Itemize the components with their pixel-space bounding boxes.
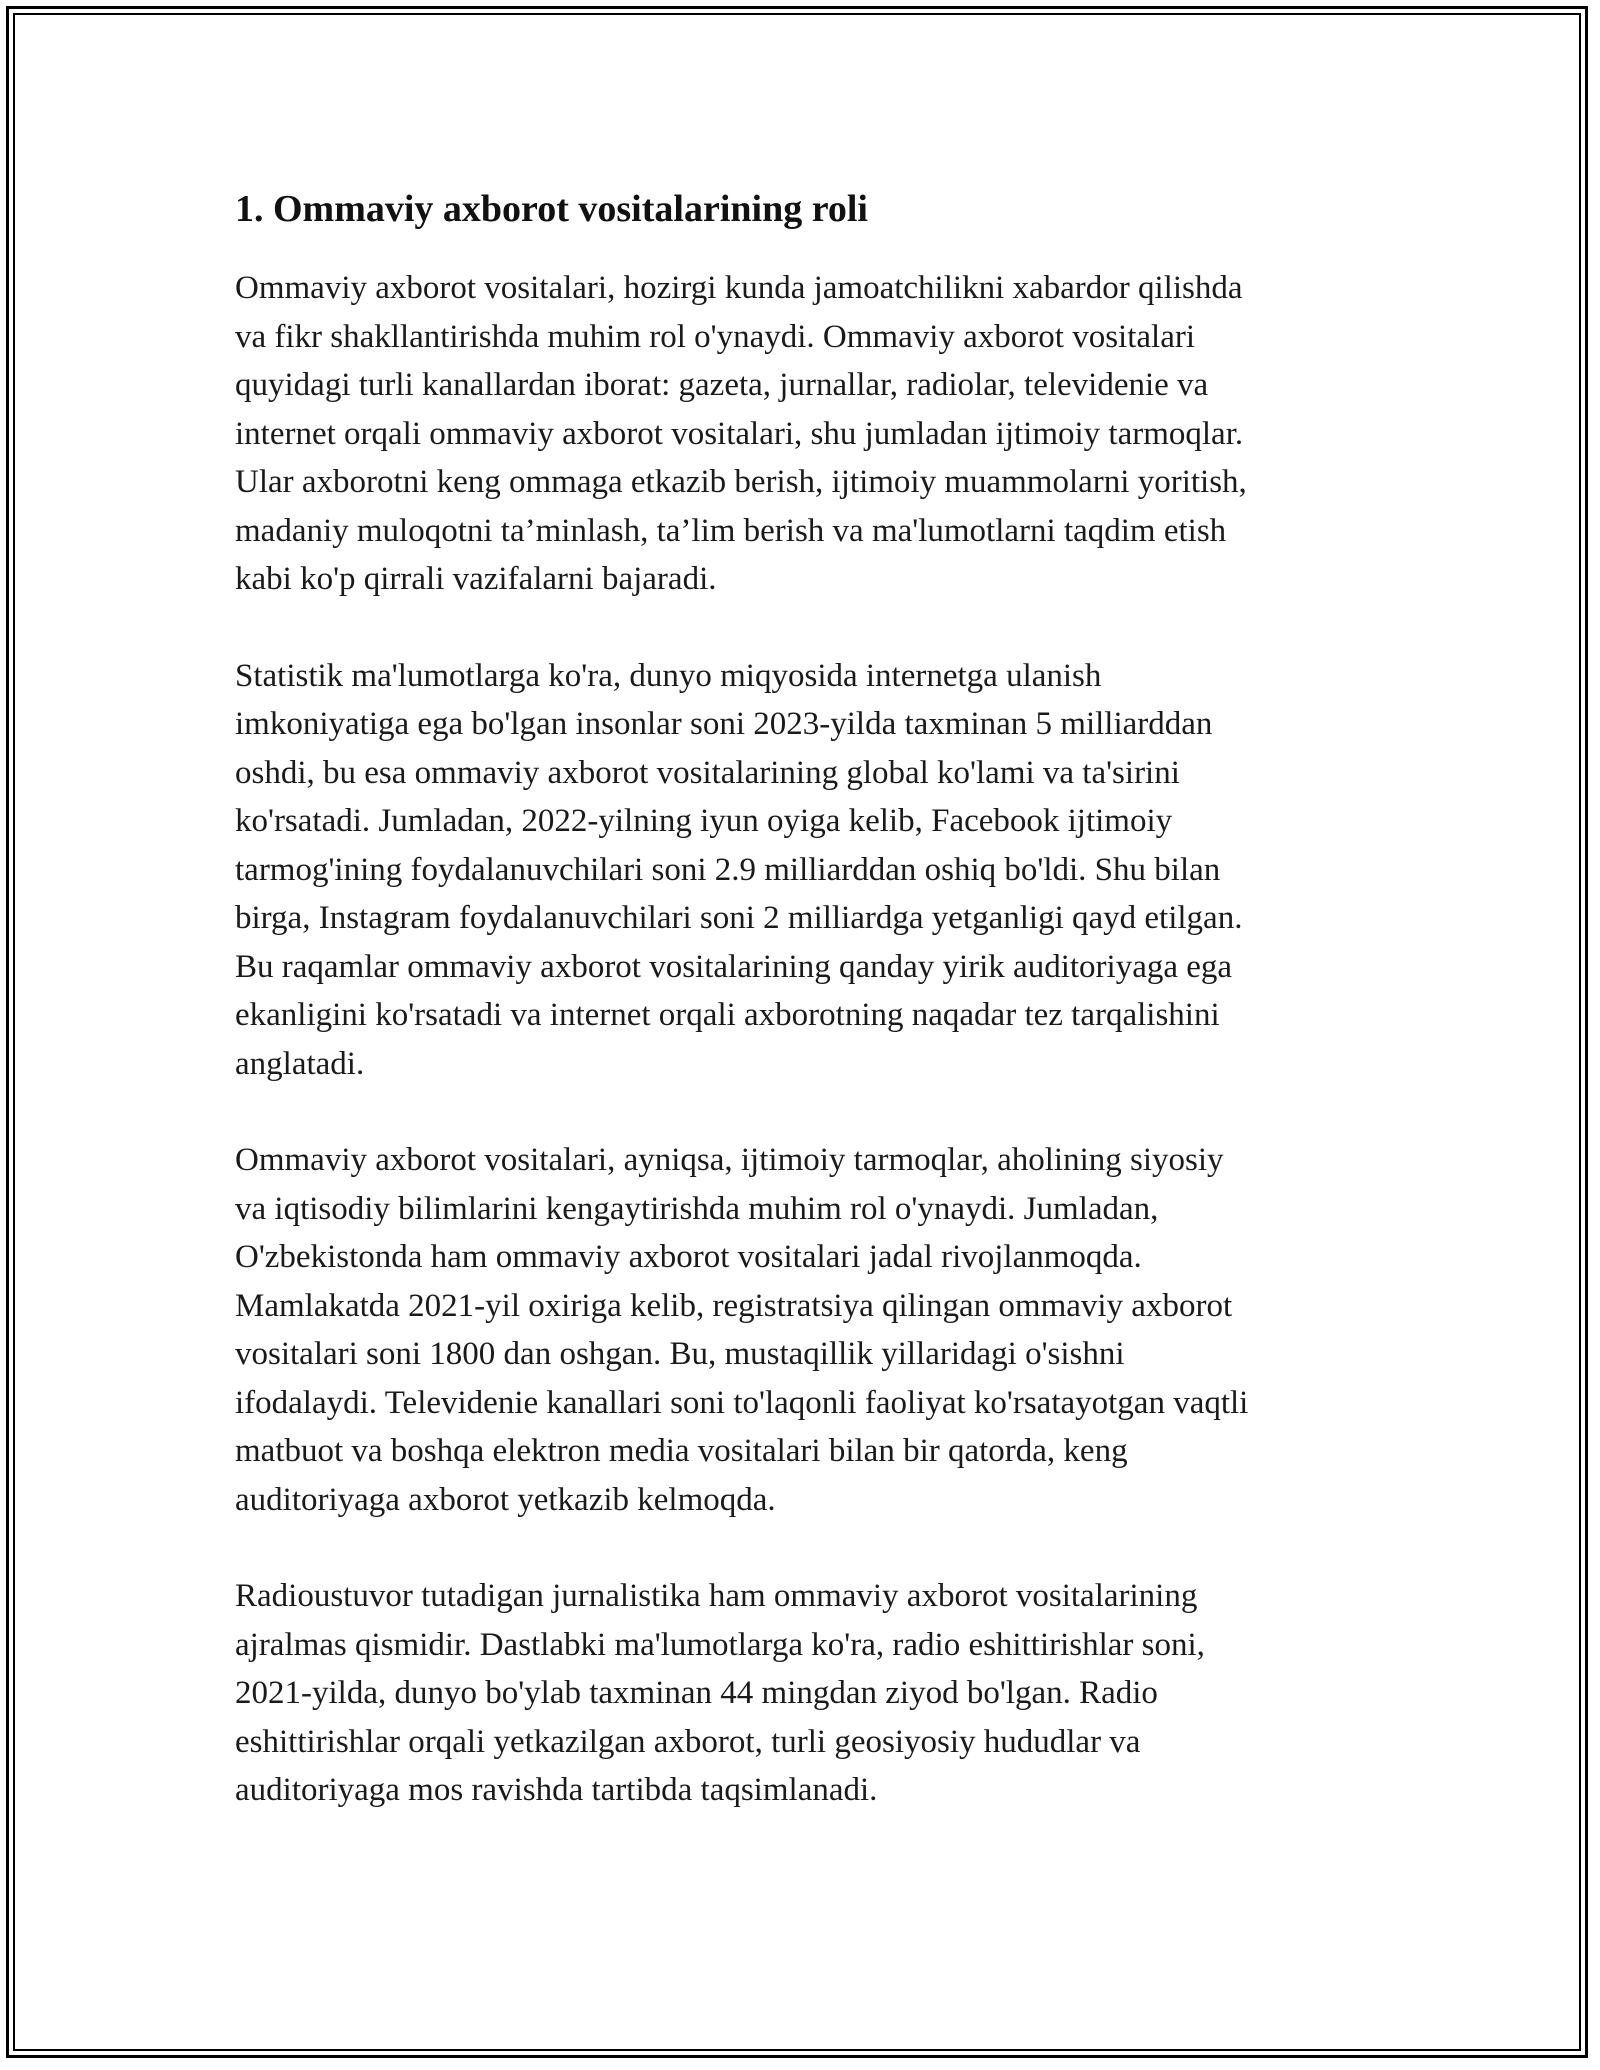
paragraph-line: matbuot va boshqa elektron media vositalari bilan bir qatorda, keng: [235, 1433, 1128, 1470]
paragraphs-container: [235, 264, 1380, 1815]
paragraph-line: oshdi, bu esa ommaviy axborot vositalarining global ko'lami va ta'sirini: [235, 754, 1180, 791]
paragraph-line: Mamlakatda 2021-yil oxiriga kelib, registratsiya qilingan ommaviy axborot: [235, 1287, 1233, 1324]
paragraph-2: [235, 652, 1380, 1089]
paragraph-line: quyidagi turli kanallardan iborat: gazeta, jurnallar, radiolar, televidenie va: [235, 367, 1209, 404]
paragraph-line: ifodalaydi. Televidenie kanallari soni to'laqonli faoliyat ko'rsatayotgan vaqtli: [235, 1384, 1249, 1421]
document-content: [235, 185, 1380, 1863]
paragraph-line: internet orqali ommaviy axborot vositalari, shu jumladan ijtimoiy tarmoqlar.: [235, 415, 1244, 452]
section-title: 1. Ommaviy axborot vositalarining roli: [235, 188, 868, 230]
paragraph-line: Bu raqamlar ommaviy axborot vositalarining qanday yirik auditoriyaga ega: [235, 948, 1233, 985]
paragraph-line: eshittirishlar orqali yetkazilgan axborot, turli geosiyosiy hududlar va: [235, 1723, 1141, 1760]
paragraph-line: anglatadi.: [235, 1045, 365, 1082]
paragraph-line: Ommaviy axborot vositalari, hozirgi kunda jamoatchilikni xabardor qilishda: [235, 270, 1243, 307]
paragraph-line: birga, Instagram foydalanuvchilari soni 2 milliardga yetganligi qayd etilgan.: [235, 900, 1243, 937]
paragraph-line: Ular axborotni keng ommaga etkazib berish, ijtimoiy muammolarni yoritish,: [235, 464, 1247, 501]
paragraph-line: madaniy muloqotni ta’minlash, ta’lim berish va ma'lumotlarni taqdim etish: [235, 512, 1227, 549]
paragraph-line: ko'rsatadi. Jumladan, 2022-yilning iyun oyiga kelib, Facebook ijtimoiy: [235, 803, 1173, 840]
paragraph-line: Radioustuvor tutadigan jurnalistika ham ommaviy axborot vositalarining: [235, 1578, 1198, 1615]
paragraph-line: vositalari soni 1800 dan oshgan. Bu, mustaqillik yillaridagi o'sishni: [235, 1336, 1125, 1373]
paragraph-line: imkoniyatiga ega bo'lgan insonlar soni 2023-yilda taxminan 5 milliarddan: [235, 706, 1213, 743]
paragraph-line: auditoriyaga mos ravishda tartibda taqsimlanadi.: [235, 1772, 878, 1809]
paragraph-4: [235, 1572, 1380, 1815]
paragraph-line: Statistik ma'lumotlarga ko'ra, dunyo miqyosida internetga ulanish: [235, 657, 1102, 694]
paragraph-line: tarmog'ining foydalanuvchilari soni 2.9 milliarddan oshiq bo'ldi. Shu bilan: [235, 851, 1221, 888]
paragraph-line: va iqtisodiy bilimlarini kengaytirishda muhim rol o'ynaydi. Jumladan,: [235, 1190, 1159, 1227]
paragraph-line: Ommaviy axborot vositalari, ayniqsa, ijtimoiy tarmoqlar, aholining siyosiy: [235, 1142, 1224, 1179]
paragraph-line: kabi ko'p qirrali vazifalarni bajaradi.: [235, 561, 717, 598]
paragraph-line: O'zbekistonda ham ommaviy axborot vositalari jadal rivojlanmoqda.: [235, 1239, 1142, 1276]
paragraph-line: 2021-yilda, dunyo bo'ylab taxminan 44 mingdan ziyod bo'lgan. Radio: [235, 1675, 1158, 1712]
paragraph-line: ajralmas qismidir. Dastlabki ma'lumotlarga ko'ra, radio eshittirishlar soni,: [235, 1626, 1205, 1663]
paragraph-line: va fikr shakllantirishda muhim rol o'ynaydi. Ommaviy axborot vositalari: [235, 318, 1196, 355]
paragraph-line: ekanligini ko'rsatadi va internet orqali axborotning naqadar tez tarqalishini: [235, 997, 1220, 1034]
paragraph-3: [235, 1136, 1380, 1524]
paragraph-line: auditoriyaga axborot yetkazib kelmoqda.: [235, 1481, 776, 1518]
paragraph-1: [235, 264, 1380, 604]
